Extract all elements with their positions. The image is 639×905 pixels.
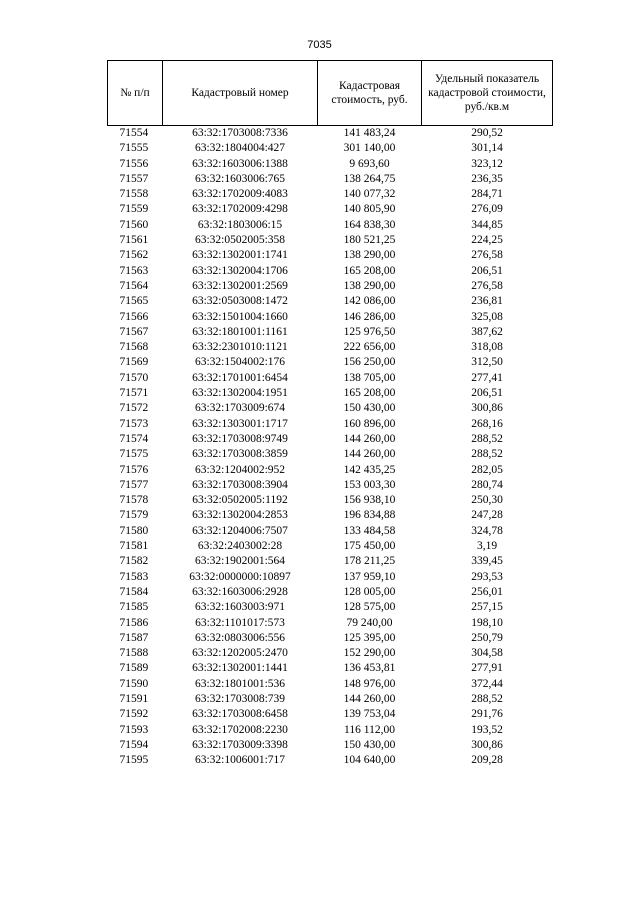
row-number: 71582 <box>119 555 149 568</box>
cadastral-number: 63:32:1006001:717 <box>194 754 286 767</box>
specific-index: 276,09 <box>471 203 503 216</box>
cadastral-number: 63:32:1302001:1741 <box>192 249 288 262</box>
cadastral-number: 63:32:0502005:358 <box>194 234 286 247</box>
table-row <box>108 432 553 447</box>
cadastral-value: 128 005,00 <box>343 585 396 598</box>
row-number: 71593 <box>119 723 149 736</box>
table-row <box>108 493 553 508</box>
row-number: 71583 <box>119 570 149 583</box>
table-row <box>108 264 553 279</box>
cadastral-value: 301 140,00 <box>343 142 396 155</box>
cadastral-number: 63:32:0803006:556 <box>194 631 286 644</box>
table-row <box>108 355 553 370</box>
table-row <box>108 371 553 386</box>
specific-index: 288,52 <box>471 692 503 705</box>
specific-index: 224,25 <box>471 234 503 247</box>
table-row <box>108 310 553 325</box>
specific-index: 387,62 <box>471 325 503 338</box>
specific-index: 318,08 <box>471 341 503 354</box>
specific-index: 291,76 <box>471 708 503 721</box>
table-row <box>108 554 553 569</box>
cadastral-number: 63:32:1702009:4083 <box>192 188 288 201</box>
cadastral-number: 63:32:1703008:3904 <box>192 478 288 491</box>
header-cadastral-number: Кадастровый номер <box>163 61 318 126</box>
cadastral-number: 63:32:1302004:1706 <box>192 264 288 277</box>
specific-index: 193,52 <box>471 723 503 736</box>
cadastral-number: 63:32:1302001:1441 <box>192 662 288 675</box>
specific-index: 288,52 <box>471 448 503 461</box>
cadastral-value: 165 208,00 <box>343 387 396 400</box>
cadastral-number: 63:32:1801001:1161 <box>192 325 288 338</box>
table-row <box>108 738 553 753</box>
specific-index: 301,14 <box>471 142 503 155</box>
cadastral-value: 116 112,00 <box>344 723 395 736</box>
cadastral-value: 9 693,60 <box>349 157 390 170</box>
header-specific-index: Удельный показатель кадастровой стоимости, руб./кв.м <box>422 61 553 126</box>
row-number: 71586 <box>119 616 149 629</box>
cadastral-number: 63:32:1303001:1717 <box>192 417 288 430</box>
specific-index: 198,10 <box>471 616 503 629</box>
specific-index: 344,85 <box>471 218 503 231</box>
cadastral-number: 63:32:1302004:1951 <box>192 387 288 400</box>
row-number: 71555 <box>119 142 149 155</box>
table-row <box>108 386 553 401</box>
cadastral-value: 180 521,25 <box>343 234 396 247</box>
row-number: 71561 <box>119 234 149 247</box>
table-row <box>108 539 553 554</box>
cadastral-value: 125 976,50 <box>343 325 396 338</box>
specific-index: 293,53 <box>471 570 503 583</box>
cadastral-number: 63:32:1504002:176 <box>194 356 286 369</box>
cadastral-value: 142 086,00 <box>343 295 396 308</box>
cadastral-value: 152 290,00 <box>343 647 396 660</box>
specific-index: 277,91 <box>471 662 503 675</box>
cadastral-number: 63:32:1603006:2928 <box>192 585 288 598</box>
cadastral-value: 144 260,00 <box>343 692 396 705</box>
cadastral-number: 63:32:1801001:536 <box>194 677 286 690</box>
table-row <box>108 616 553 631</box>
table-row <box>108 279 553 294</box>
table-row <box>108 172 553 187</box>
cadastral-value: 142 435,25 <box>343 463 396 476</box>
specific-index: 312,50 <box>471 356 503 369</box>
cadastral-value: 156 250,00 <box>343 356 396 369</box>
table-header <box>108 61 553 126</box>
row-number: 71564 <box>119 279 149 292</box>
row-number: 71571 <box>119 387 149 400</box>
specific-index: 304,58 <box>471 647 503 660</box>
specific-index: 3,19 <box>476 540 498 553</box>
row-number: 71570 <box>119 371 149 384</box>
specific-index: 236,81 <box>471 295 503 308</box>
cadastral-value: 150 430,00 <box>343 738 396 751</box>
specific-index: 206,51 <box>471 387 503 400</box>
cadastral-number: 63:32:1803006:15 <box>197 218 283 231</box>
specific-index: 290,52 <box>471 127 503 139</box>
cadastral-number: 63:32:1703008:7336 <box>192 127 288 139</box>
cadastral-value: 175 450,00 <box>343 540 396 553</box>
specific-index: 277,41 <box>471 371 503 384</box>
cadastral-value: 165 208,00 <box>343 264 396 277</box>
cadastral-number: 63:32:1902001:564 <box>194 555 286 568</box>
cadastral-value: 148 976,00 <box>343 677 396 690</box>
table-row <box>108 692 553 707</box>
table-row <box>108 294 553 309</box>
specific-index: 284,71 <box>471 188 503 201</box>
cadastral-value: 156 938,10 <box>343 494 396 507</box>
cadastral-value: 138 705,00 <box>343 371 396 384</box>
row-number: 71554 <box>119 127 149 139</box>
specific-index: 323,12 <box>471 157 503 170</box>
cadastral-value: 104 640,00 <box>343 754 396 767</box>
table-row <box>108 417 553 432</box>
row-number: 71557 <box>119 172 149 185</box>
row-number: 71575 <box>119 448 149 461</box>
table-row <box>108 753 553 768</box>
specific-index: 206,51 <box>471 264 503 277</box>
table-row <box>108 233 553 248</box>
page-number: 7035 <box>307 39 332 51</box>
row-number: 71581 <box>119 540 149 553</box>
cadastral-number: 63:32:1302001:2569 <box>192 279 288 292</box>
cadastral-value: 136 453,81 <box>343 662 396 675</box>
table-body <box>108 126 553 769</box>
specific-index: 280,74 <box>471 478 503 491</box>
table-row <box>108 661 553 676</box>
specific-index: 324,78 <box>471 524 503 537</box>
row-number: 71594 <box>119 738 149 751</box>
header-row <box>108 61 553 126</box>
cadastral-number: 63:32:1703008:6458 <box>192 708 288 721</box>
specific-index: 257,15 <box>471 601 503 614</box>
row-number: 71573 <box>119 417 149 430</box>
cadastral-number: 63:32:1703008:739 <box>194 692 286 705</box>
cadastral-number: 63:32:2403002:28 <box>197 540 283 553</box>
specific-index: 339,45 <box>471 555 503 568</box>
specific-index: 256,01 <box>471 585 503 598</box>
table-row <box>108 248 553 263</box>
cadastral-value: 79 240,00 <box>346 616 393 629</box>
table-row <box>108 202 553 217</box>
cadastral-number: 63:32:1701001:6454 <box>192 371 288 384</box>
table-row <box>108 126 553 142</box>
cadastral-value: 141 483,24 <box>343 127 396 139</box>
table-row <box>108 508 553 523</box>
table-row <box>108 401 553 416</box>
table-row <box>108 646 553 661</box>
table-row <box>108 325 553 340</box>
cadastral-number: 63:32:0502005:1192 <box>192 494 288 507</box>
row-number: 71595 <box>119 754 149 767</box>
cadastral-value: 153 003,30 <box>343 478 396 491</box>
cadastral-value: 160 896,00 <box>343 417 396 430</box>
cadastral-value: 144 260,00 <box>343 432 396 445</box>
row-number: 71565 <box>119 295 149 308</box>
cadastral-value: 178 211,25 <box>343 555 396 568</box>
row-number: 71574 <box>119 432 149 445</box>
row-number: 71588 <box>119 647 149 660</box>
cadastral-table <box>107 60 553 768</box>
row-number: 71584 <box>119 585 149 598</box>
table-row <box>108 141 553 156</box>
cadastral-value: 139 753,04 <box>343 708 396 721</box>
row-number: 71591 <box>119 692 149 705</box>
header-cadastral-value: Кадастровая стоимость, руб. <box>318 61 422 126</box>
row-number: 71568 <box>119 341 149 354</box>
row-number: 71576 <box>119 463 149 476</box>
row-number: 71585 <box>119 601 149 614</box>
cadastral-number: 63:32:1703009:674 <box>194 402 286 415</box>
row-number: 71569 <box>119 356 149 369</box>
table-row <box>108 707 553 722</box>
cadastral-value: 138 290,00 <box>343 279 396 292</box>
row-number: 71578 <box>119 494 149 507</box>
cadastral-number: 63:32:1702009:4298 <box>192 203 288 216</box>
cadastral-value: 138 290,00 <box>343 249 396 262</box>
row-number: 71589 <box>119 662 149 675</box>
cadastral-number: 63:32:1204006:7507 <box>192 524 288 537</box>
specific-index: 247,28 <box>471 509 503 522</box>
cadastral-value: 140 077,32 <box>343 188 396 201</box>
cadastral-number: 63:32:1501004:1660 <box>192 310 288 323</box>
cadastral-number: 63:32:0503008:1472 <box>192 295 288 308</box>
cadastral-number: 63:32:1101017:573 <box>195 616 285 629</box>
specific-index: 276,58 <box>471 279 503 292</box>
cadastral-value: 146 286,00 <box>343 310 396 323</box>
row-number: 71590 <box>119 677 149 690</box>
row-number: 71567 <box>119 325 149 338</box>
cadastral-number: 63:32:1703008:3859 <box>192 448 288 461</box>
specific-index: 268,16 <box>471 417 503 430</box>
specific-index: 300,86 <box>471 402 503 415</box>
specific-index: 250,30 <box>471 494 503 507</box>
cadastral-value: 150 430,00 <box>343 402 396 415</box>
specific-index: 325,08 <box>471 310 503 323</box>
cadastral-value: 222 656,00 <box>343 341 396 354</box>
specific-index: 250,79 <box>471 631 503 644</box>
cadastral-value: 144 260,00 <box>343 448 396 461</box>
cadastral-value: 196 834,88 <box>343 509 396 522</box>
row-number: 71587 <box>119 631 149 644</box>
table-row <box>108 570 553 585</box>
table-row <box>108 600 553 615</box>
table-row <box>108 478 553 493</box>
specific-index: 209,28 <box>471 754 503 767</box>
table-row <box>108 157 553 172</box>
cadastral-number: 63:32:1302004:2853 <box>192 509 288 522</box>
table-row <box>108 447 553 462</box>
table-row <box>108 340 553 355</box>
row-number: 71556 <box>119 157 149 170</box>
cadastral-number: 63:32:1804004:427 <box>194 142 286 155</box>
cadastral-value: 125 395,00 <box>343 631 396 644</box>
specific-index: 282,05 <box>471 463 503 476</box>
cadastral-number: 63:32:1703008:9749 <box>192 432 288 445</box>
table-row <box>108 218 553 233</box>
cadastral-number: 63:32:1603006:1388 <box>192 157 288 170</box>
cadastral-value: 140 805,90 <box>343 203 396 216</box>
specific-index: 276,58 <box>471 249 503 262</box>
cadastral-number: 63:32:1204002:952 <box>194 463 286 476</box>
cadastral-number: 63:32:1703009:3398 <box>192 738 288 751</box>
specific-index: 236,35 <box>471 172 503 185</box>
cadastral-value: 137 959,10 <box>343 570 396 583</box>
table-row <box>108 463 553 478</box>
cadastral-value: 164 838,30 <box>343 218 396 231</box>
cadastral-number: 63:32:1702008:2230 <box>192 723 288 736</box>
row-number: 71566 <box>119 310 149 323</box>
table-row <box>108 585 553 600</box>
table-row <box>108 723 553 738</box>
row-number: 71558 <box>119 188 149 201</box>
table-row <box>108 677 553 692</box>
row-number: 71580 <box>119 524 149 537</box>
header-num: № п/п <box>108 61 163 126</box>
cadastral-value: 133 484,58 <box>343 524 396 537</box>
row-number: 71579 <box>119 509 149 522</box>
cadastral-number: 63:32:1603003:971 <box>194 601 286 614</box>
cadastral-number: 63:32:1202005:2470 <box>192 647 288 660</box>
cadastral-value: 128 575,00 <box>343 601 396 614</box>
row-number: 71560 <box>119 218 149 231</box>
cadastral-value: 138 264,75 <box>343 172 396 185</box>
row-number: 71563 <box>119 264 149 277</box>
specific-index: 288,52 <box>471 432 503 445</box>
row-number: 71562 <box>119 249 149 262</box>
specific-index: 372,44 <box>471 677 503 690</box>
row-number: 71559 <box>119 203 149 216</box>
table-row <box>108 631 553 646</box>
cadastral-number: 63:32:1603006:765 <box>194 172 286 185</box>
row-number: 71577 <box>119 478 149 491</box>
row-number: 71592 <box>119 708 149 721</box>
cadastral-number: 63:32:0000000:10897 <box>189 570 291 583</box>
specific-index: 300,86 <box>471 738 503 751</box>
row-number: 71572 <box>119 402 149 415</box>
table-row <box>108 524 553 539</box>
cadastral-number: 63:32:2301010:1121 <box>192 341 288 354</box>
table-row <box>108 187 553 202</box>
